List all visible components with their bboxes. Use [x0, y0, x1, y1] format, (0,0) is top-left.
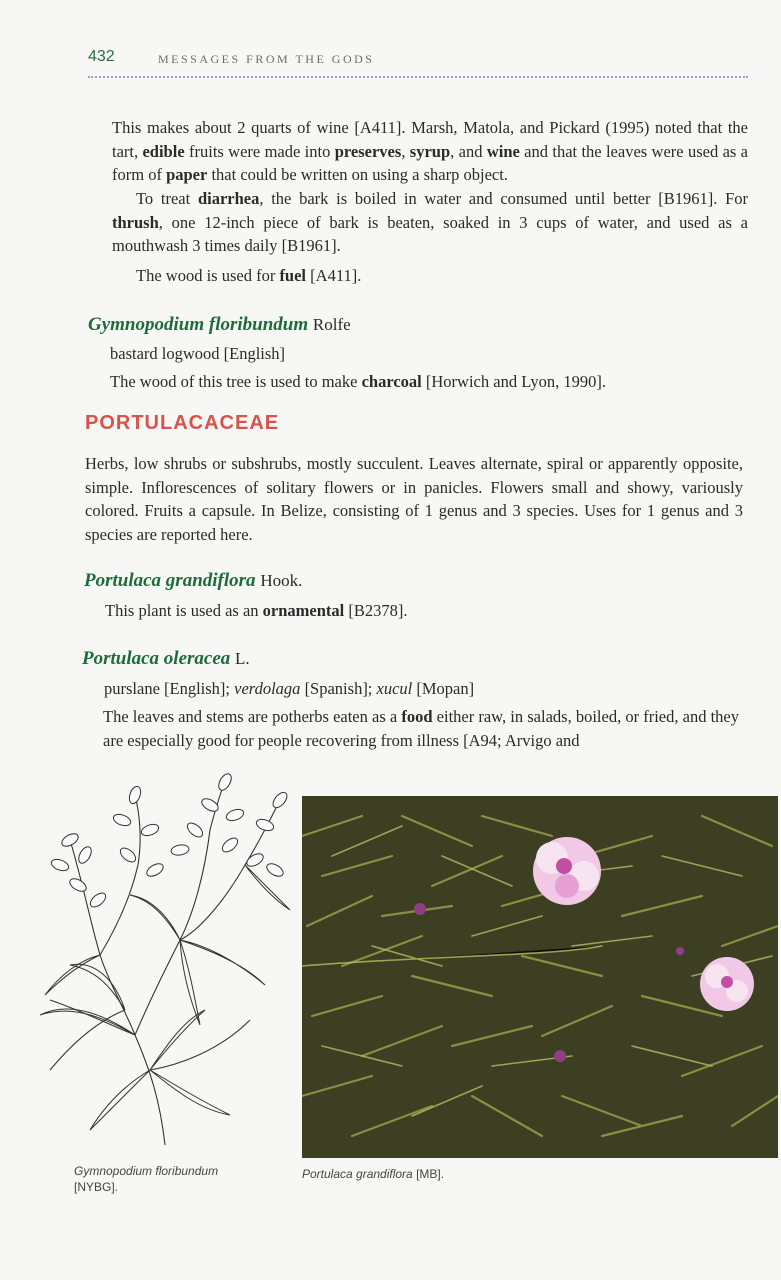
family-heading: PORTULACACEAE [85, 412, 280, 434]
page-number: 432 [88, 48, 115, 65]
flower-small [700, 957, 754, 1011]
paragraph-wine: This makes about 2 quarts of wine [A411]. Marsh, Matola, and Pickard (1995) noted that the tart, edible fruits were made into preserves, syrup, and wine and that the leaves were used as a form of paper that could be written on using a sharp object. [112, 118, 748, 184]
caption-photo: Portulaca grandiflora [MB]. [302, 1167, 445, 1181]
paragraph-diarrhea: To treat diarrhea, the bark is boiled in water and consumed until better [B1961]. For thrush, one 12-inch piece of bark is beaten, soaked in 3 cups of water, and used as a mouthwash 3 times daily [B1961]. [112, 189, 748, 255]
common-name-oleracea: purslane [English]; verdolaga [Spanish]; xucul [Mopan] [104, 679, 475, 698]
family-description: Herbs, low shrubs or subshrubs, mostly succulent. Leaves alternate, spiral or apparently opposite, simple. Inflorescences of solitary flowers or in panicles. Flowers small and showy, variously colored. Fruits a capsule. In Belize, consisting of 1 genus and 3 species. Uses for 1 genus and 3 species are reported here. [85, 454, 743, 544]
use-gymnopodium: The wood of this tree is used to make charcoal [Horwich and Lyon, 1990]. [110, 372, 606, 391]
portulaca-photo [302, 796, 778, 1158]
header-rule [88, 76, 748, 78]
species-heading-grandiflora: Portulaca grandiflora Hook. [84, 570, 303, 591]
species-heading-gymnopodium: Gymnopodium floribundum Rolfe [88, 314, 351, 335]
common-name-gymnopodium: bastard logwood [English] [110, 344, 286, 363]
paragraph-fuel: The wood is used for fuel [A411]. [136, 266, 362, 285]
caption-drawing: Gymnopodium floribundum [NYBG]. [74, 1164, 219, 1194]
use-grandiflora: This plant is used as an ornamental [B2378]. [105, 601, 408, 620]
gymnopodium-drawing [30, 770, 295, 1155]
species-heading-oleracea: Portulaca oleracea L. [82, 648, 250, 669]
running-head: MESSAGES FROM THE GODS [158, 52, 375, 66]
page-header [88, 48, 748, 82]
flower-large [533, 837, 601, 905]
use-oleracea: The leaves and stems are potherbs eaten as a food either raw, in salads, boiled, or fried, and they are especially good for people recovering from illness [A94; Arvigo and [103, 707, 740, 750]
